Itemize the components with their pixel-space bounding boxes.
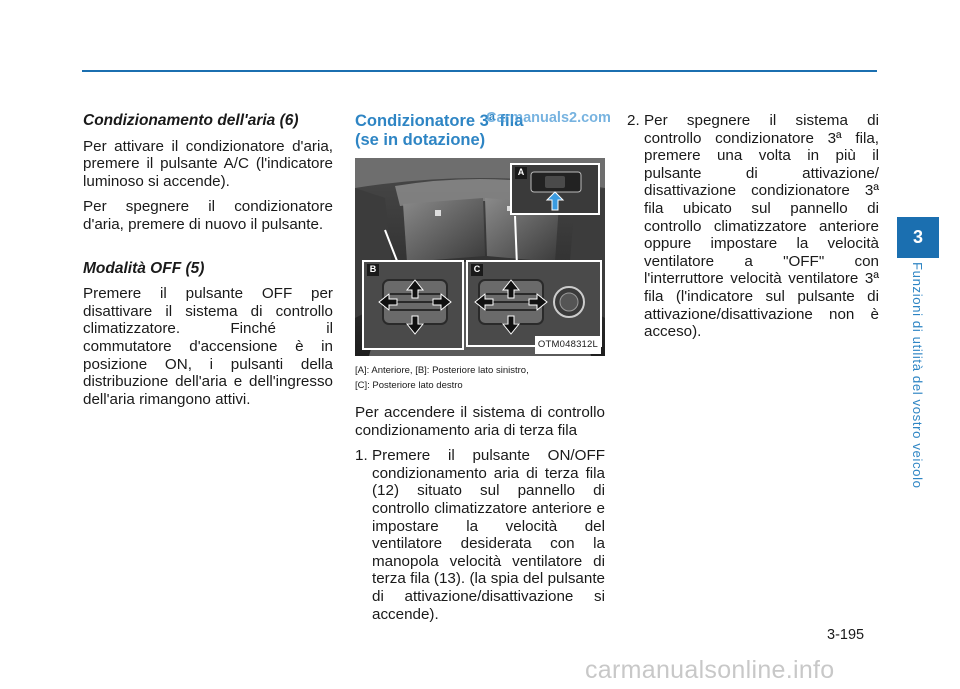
chapter-title: Funzioni di utilità del vostro veicolo [910,262,925,489]
watermark-text: Carmanuals2.com [486,110,611,126]
heading-off-mode: Modalità OFF (5) [83,259,205,277]
page-number: 3-195 [827,627,865,643]
figure-label-b-text: B [369,264,377,275]
section-heading-line2: (se in dotazione) [355,131,486,149]
figure-caption [355,364,605,392]
footer-site-watermark: carmanualsonline.info [585,656,835,684]
heading-air-conditioning: Condizionamento dell'aria (6) [83,112,299,129]
figure-label-a [515,167,527,179]
list-text-1: Premere il pulsante ON/OFF condizionamento aria di terza fila (12) situato sul pannello di controllo climatizzatore anteriore e impostare la velocità del ventilatore desiderata con la manopola velocità ventilatore di terza fila (13). (la spia del pulsante di attivazione/disattivazione si accende). [372,447,605,623]
caption-line2: [C]: Posteriore lato destro [355,380,463,391]
paragraph-off-mode: Premere il pulsante OFF per disattivare il sistema di controllo climatizzatore. Finché il commutatore d'accensione è in posizione ON, i pulsanti della distribuzione dell'aria e dell'ingresso dell'aria rimangono attivi. [83,285,333,408]
chapter-number: 3 [912,227,923,247]
figure-label-c-text: C [473,264,481,275]
paragraph-ac-on: Per attivare il condizionatore d'aria, premere il pulsante A/C (l'indicatore luminoso si accende). [83,137,333,190]
figure-label-a-text: A [517,167,525,178]
section-heading-line1: Condizionatore 3ª fila [355,112,524,130]
caption-line1: [A]: Anteriore, [B]: Posteriore lato sinistro, [355,365,529,376]
paragraph-ac-off: Per spegnere il condizionatore d'aria, premere di nuovo il pulsante. [83,198,333,233]
paragraph-intro: Per accendere il sistema di controllo condizionamento aria di terza fila [355,404,605,439]
chapter-tab [897,217,939,258]
rear-ac-figure [355,158,605,356]
figure-code: OTM048312L [535,336,601,354]
list-number-1: 1. [355,447,368,465]
column-right [627,112,879,347]
spacer [83,242,333,260]
figure-label-b [367,264,379,276]
list-text-2: Per spegnere il sistema di controllo condizionatore 3ª fila, premere una volta in più il pulsante di attivazione/ disattivazione condizionatore 3ª fila ubicato sul pannello di controllo climatizzatore anteriore oppure impostare la velocità ventilatore a "OFF" con l'interruttore velocità ventilatore 3ª fila (l'indicatore sul pulsante di attivazione/disattivazione non è acceso). [644,112,879,341]
cargo-area-illustration [355,158,605,356]
list-item-1 [355,447,605,623]
list-item-2 [627,112,879,341]
column-left [83,112,333,416]
figure-label-c [471,264,483,276]
column-middle [355,112,605,629]
header-rule [82,70,877,72]
list-number-2: 2. [627,112,640,129]
